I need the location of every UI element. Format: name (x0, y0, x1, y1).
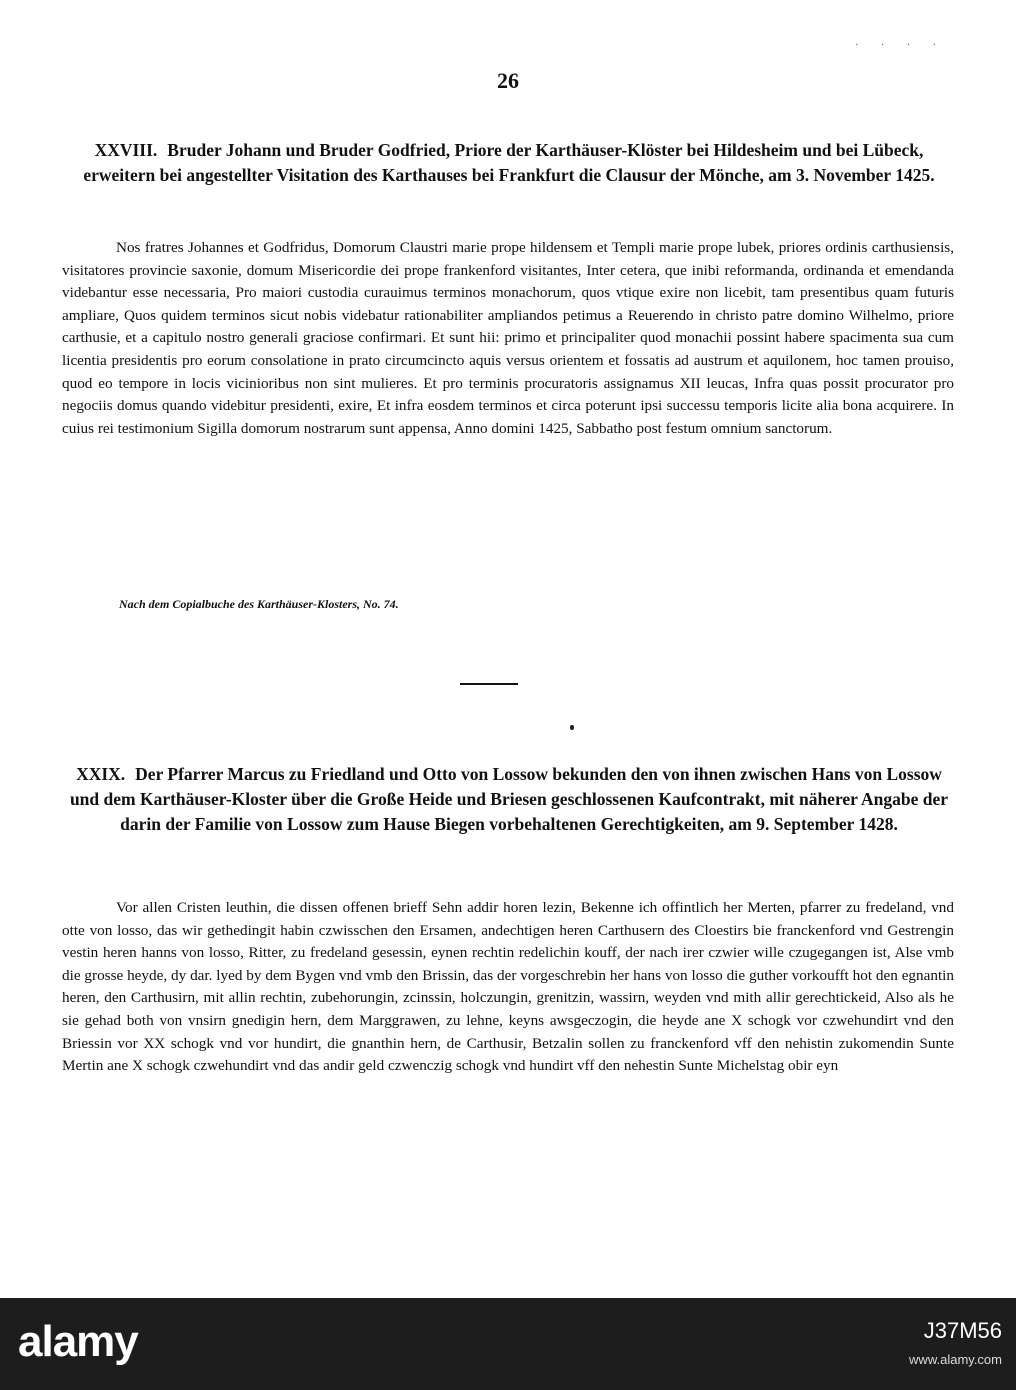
document-text: Nos fratres Johannes et Godfridus, Domorum Claustri marie prope hildensem et Templi marie prope lubek, priores ordinis carthusiensis, visitatores provincie saxonie, domum Misericordie dei prope frankenford visitantes, Inter cetera, que inibi reformanda, ordinanda et emendanda videbantur esse necessaria, Pro maiori custodia curauimus terminos monachorum, quos vtique exire non licebit, tam presentibus quam futuris ampliare, Quos quidem terminos sicut nobis videbatur rationabiliter ampliandos petimus a Reuerendo in christo patre domino Wilhelmo, priore carthusie, et a capitulo nostro generali graciose confirmari. Et sunt hii: primo et principaliter quod monachii possint habere spacimenta sua cum licentia presidentis pro eorum consolatione in prato circumcincto aquis versus orientem et fossatis ad austrum et aquilonem, hoc tamen prouiso, quod eo tempore in locis vicinioribus non sint mulieres. Et pro terminis procuratoris assignamus XII leucas, Infra quas possit procurator pro negociis domus quando videbitur presidenti, exire, Et infra eosdem terminos et circa poterunt ipsi successu temporis licite alia bona acquirere. In cuius rei testimonium Sigilla domorum nostrarum sunt appensa, Anno domini 1425, Sabbatho post festum omnium sanctorum. (62, 239, 954, 437)
document-body-xxviii (62, 237, 954, 440)
document-heading-xxviii (64, 138, 954, 188)
alamy-logo: alamy (18, 1317, 138, 1366)
stock-url: www.alamy.com (909, 1352, 1002, 1367)
page-number: 26 (497, 68, 519, 93)
document-text: Vor allen Cristen leuthin, die dissen offenen brieff Sehn addir horen lezin, Bekenne ich offintlich her Merten, pfarrer zu fredeland, vnd otte von losso, das wir gethedingit habin czwisschen den Ersamen, andechtigen heren Carthusern des Cloestirs bie franckenford vnd Gestrengin vestin heren hanns von losso, Ritter, zu fredeland gesessin, eynen rechtin redelichin kouff, der nach irer czwier wille czugegangen ist, Alse vmb die grosse heyde, dy dar. lyed by dem Bygen vnd vmb den Brissin, das der vorgeschrebin her hans von losso die guther vorkoufft hot den egnantin heren, den Carthusirn, mit allin rechtin, zubehorungin, zcinssin, holczungin, grenitzin, wassirn, weyden vnd mith allir gerechtickeid, Also als he sie gehad both von vnsirn gnedigin hern, dem Marggrawen, zu lehne, keyns awsgeczogin, die heyde ane X schogk vor czwehundirt vnd den Briessin vor XX schogk vnd vor hundirt, die gnanthin hern, de Carthusir, Betzalin sollen zu franckenford vff den nehistin zukomendin Sunte Mertin ane X schogk czwehundirt vnd das andir geld czwenczig schogk vnd hundirt vff den nehestin Sunte Michelstag obir eyn (62, 899, 954, 1075)
scan-marks: · · · · (855, 40, 946, 51)
document-title: Der Pfarrer Marcus zu Friedland und Otto von Lossow bekunden den von ihnen zwischen Hans von Lossow und dem Karthäuser-Kloster über die Große Heide und Briesen geschlossenen Kaufcontrakt, mit näherer Angabe der darin der Familie von Lossow zum Hause Biegen vorbehaltenen Gerechtigkeiten, am 9. September 1428. (69, 764, 949, 834)
ink-dot (570, 725, 574, 730)
document-title: Bruder Johann und Bruder Godfried, Priore der Karthäuser-Klöster bei Hildesheim und bei Lübeck, erweitern bei angestellter Visitation des Karthauses bei Frankfurt die Clausur der Mönche, am 3. November 1425. (83, 140, 935, 185)
document-body-xxix (62, 897, 954, 1078)
image-id: J37M56 (923, 1318, 1002, 1343)
section-divider (460, 683, 518, 685)
stock-footer-bar (0, 1298, 1016, 1390)
document-numeral: XXIX. (76, 764, 126, 784)
source-citation: Nach dem Copialbuche des Karthäuser-Klosters, No. 74. (119, 597, 399, 611)
document-heading-xxix (64, 762, 954, 837)
document-numeral: XXVIII. (94, 140, 158, 160)
